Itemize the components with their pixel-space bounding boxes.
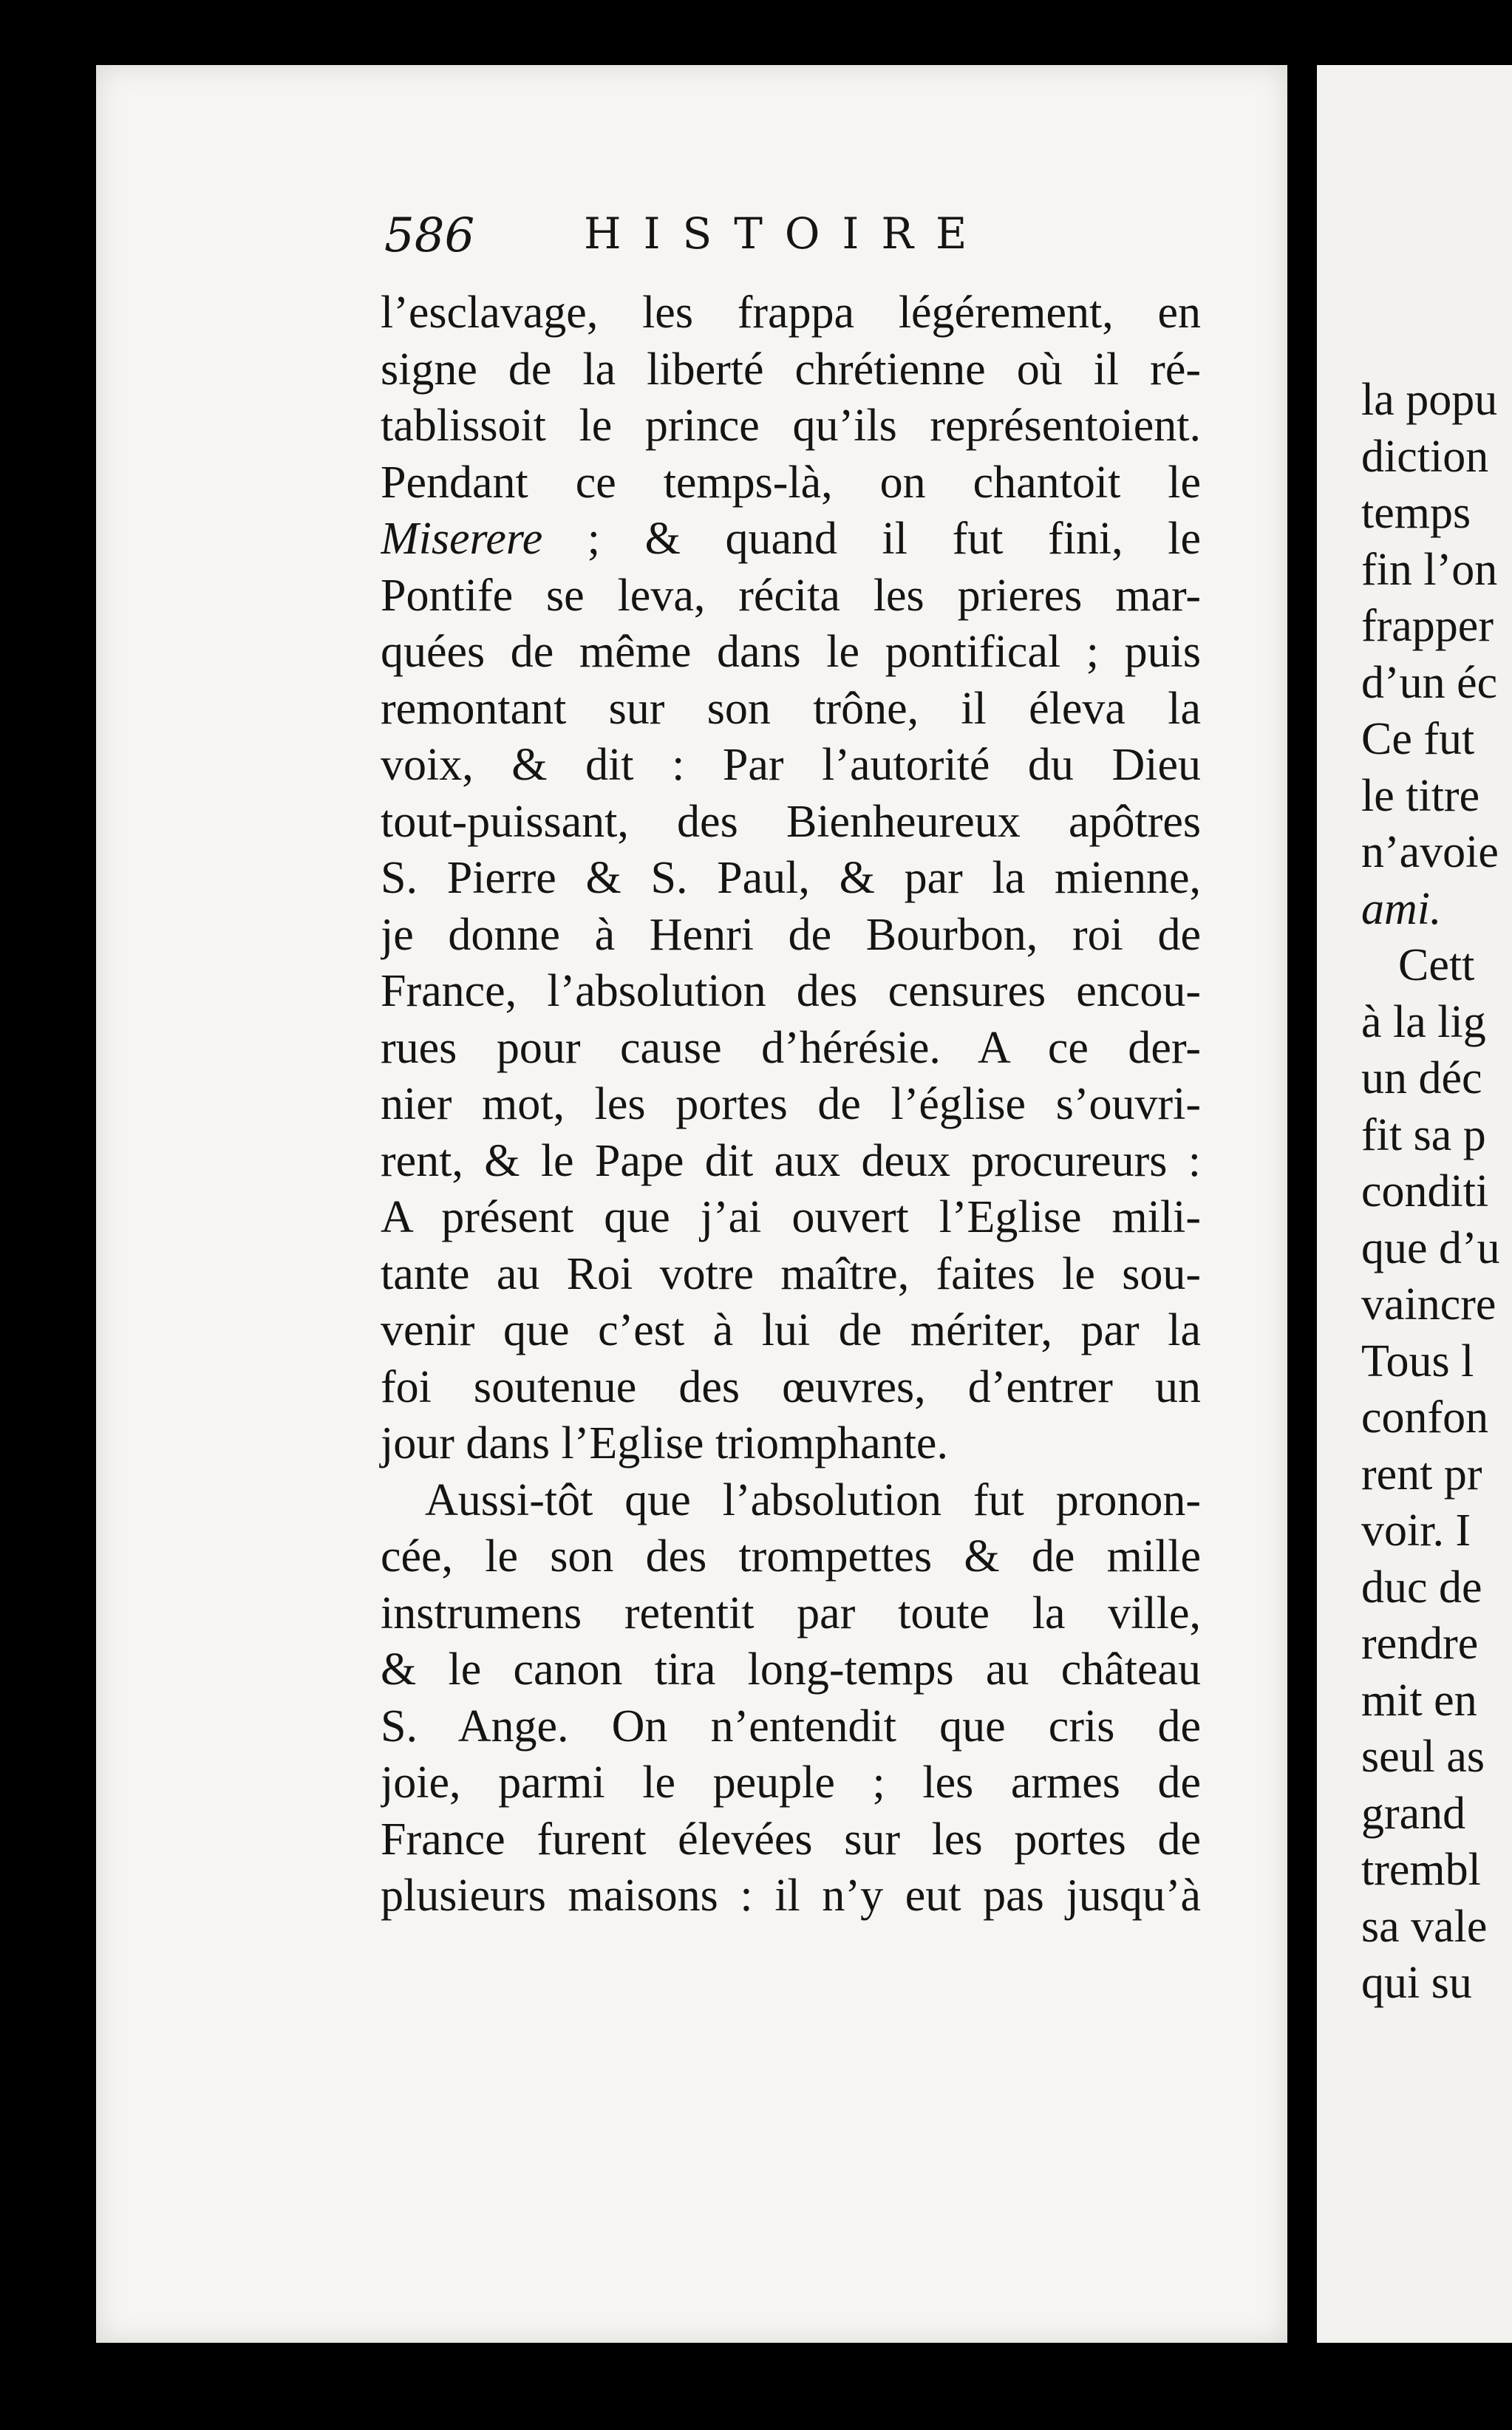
right-line: fin l’on xyxy=(1361,544,1498,595)
right-line: la popu xyxy=(1361,375,1498,425)
right-line: d’un éc xyxy=(1361,657,1498,708)
right-line: duc de xyxy=(1361,1562,1482,1613)
text-line: joie, parmi le peuple ; les armes de xyxy=(381,1757,1201,1808)
text-line: rues pour cause d’hérésie. A ce der- xyxy=(381,1022,1201,1073)
text-line: S. Ange. On n’entendit que cris de xyxy=(381,1701,1201,1752)
right-line: Ce fut xyxy=(1361,714,1475,764)
right-line: ami. xyxy=(1361,883,1442,934)
text-line: quées de même dans le pontifical ; puis xyxy=(381,627,1201,677)
text-line: France, l’absolution des censures encou- xyxy=(381,966,1201,1016)
left-page-text xyxy=(381,285,1201,1924)
right-line: diction xyxy=(1361,431,1489,482)
right-line: vaincre xyxy=(1361,1279,1496,1330)
text-line: tante au Roi votre maître, faites le sou- xyxy=(381,1248,1201,1299)
text-line: tablissoit le prince qu’ils représentoient. xyxy=(381,401,1201,451)
right-line: voir. I xyxy=(1361,1505,1471,1556)
right-line: confon xyxy=(1361,1392,1489,1443)
text-line: A présent que j’ai ouvert l’Eglise mili- xyxy=(381,1192,1201,1242)
text-line: remontant sur son trône, il éleva la xyxy=(381,683,1201,734)
right-line: un déc xyxy=(1361,1053,1482,1103)
text-line: je donne à Henri de Bourbon, roi de xyxy=(381,909,1201,960)
text-line: nier mot, les portes de l’église s’ouvri- xyxy=(381,1079,1201,1129)
text-line: S. Pierre & S. Paul, & par la mienne, xyxy=(381,853,1201,903)
right-page-text xyxy=(1361,372,1512,2012)
text-line: plusieurs maisons : il n’y eut pas jusqu’à xyxy=(381,1871,1201,1921)
text-line: l’esclavage, les frappa légérement, en xyxy=(381,287,1201,338)
text-line: Miserere ; & quand il fut fini, le xyxy=(381,514,1201,564)
right-line: n’avoie xyxy=(1361,827,1499,877)
right-line: le titre xyxy=(1361,770,1480,821)
text-line: Aussi-tôt que l’absolution fut pronon- xyxy=(425,1474,1201,1525)
right-line: trembl xyxy=(1361,1845,1481,1895)
right-line: à la lig xyxy=(1361,996,1486,1047)
right-line: Cett xyxy=(1398,940,1475,990)
page-number: 586 xyxy=(384,208,475,263)
right-line: que d’u xyxy=(1361,1222,1500,1273)
text-line: foi soutenue des œuvres, d’entrer un xyxy=(381,1361,1201,1412)
text-line: venir que c’est à lui de mériter, par la xyxy=(381,1305,1201,1355)
text-line: signe de la liberté chrétienne où il ré- xyxy=(381,344,1201,395)
book-gutter xyxy=(1287,59,1317,2350)
text-line: tout-puissant, des Bienheureux apôtres xyxy=(381,796,1201,847)
right-line: Tous l xyxy=(1361,1335,1474,1386)
right-line: conditi xyxy=(1361,1166,1489,1216)
right-line: temps xyxy=(1361,488,1471,538)
text-line: Pendant ce temps-là, on chantoit le xyxy=(381,457,1201,508)
right-page xyxy=(1317,65,1512,2343)
text-line: cée, le son des trompettes & de mille xyxy=(381,1531,1201,1582)
right-line: seul as xyxy=(1361,1732,1485,1782)
right-line: grand xyxy=(1361,1788,1466,1839)
right-line: rendre xyxy=(1361,1619,1479,1669)
running-title: HISTOIRE xyxy=(584,208,990,259)
text-line: rent, & le Pape dit aux deux procureurs : xyxy=(381,1135,1201,1186)
right-line: fit sa p xyxy=(1361,1109,1486,1160)
text-line: instrumens retentit par toute la ville, xyxy=(381,1587,1201,1638)
right-line: rent pr xyxy=(1361,1449,1482,1500)
right-line: mit en xyxy=(1361,1675,1477,1726)
text-line: France furent élevées sur les portes de xyxy=(381,1814,1201,1865)
text-line: Pontife se leva, récita les prieres mar- xyxy=(381,570,1201,621)
text-line: voix, & dit : Par l’autorité du Dieu xyxy=(381,740,1201,790)
right-line: frapper xyxy=(1361,601,1494,651)
text-line: jour dans l’Eglise triomphante. xyxy=(381,1418,948,1468)
page-header xyxy=(384,208,1197,275)
text-line: & le canon tira long-temps au château xyxy=(381,1644,1201,1695)
right-line: qui su xyxy=(1361,1958,1472,2008)
right-line: sa vale xyxy=(1361,1901,1488,1952)
